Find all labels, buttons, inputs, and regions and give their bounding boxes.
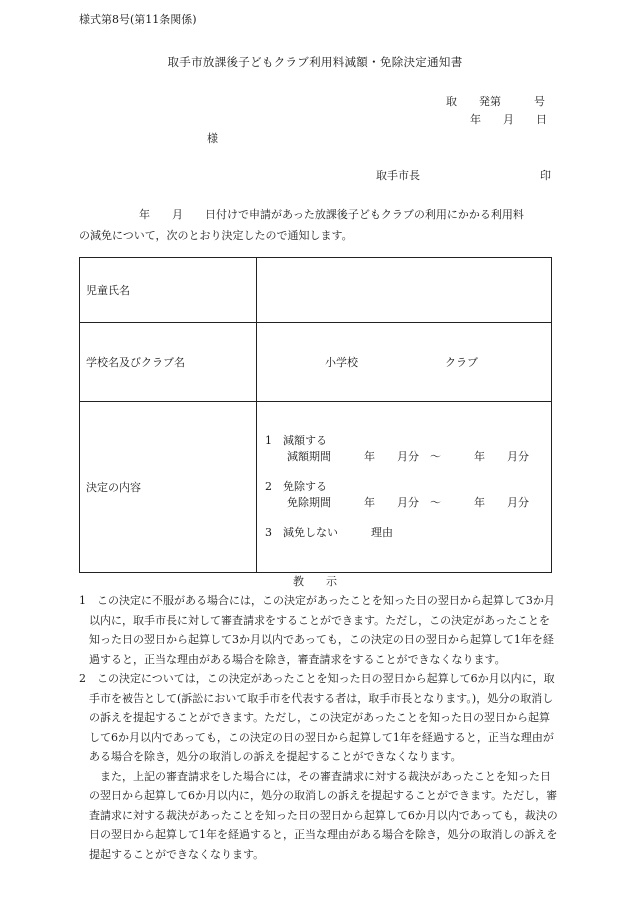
document-title: 取手市放課後子どもクラブ利用料減額・免除決定通知書	[167, 55, 463, 69]
child-name-value	[257, 258, 552, 323]
option-reduce: 1 減額する	[265, 434, 327, 447]
notice-item-3: また，上記の審査請求をした場合には，その審査請求に対する裁決があったことを知った日の翌日から起算して6か月以内に，処分の取消しの訴えを提起することができます。ただし，審査請求に対する裁決があったことを知った日の翌日から起算して6か月以内であっても，裁決の日の翌日から起算して1年を経過すると，正当な理由がある場合を除き，処分の取消しの訴えを提起することができなくなります。	[89, 769, 558, 861]
school-club-label: 学校名及びクラブ名	[80, 323, 257, 402]
reduce-period: 減額期間 年 月分 ～ 年 月分	[287, 450, 529, 463]
school-club-value	[257, 323, 552, 402]
table-row	[80, 323, 552, 402]
child-name-label: 児童氏名	[80, 258, 257, 323]
exempt-period: 免除期間 年 月分 ～ 年 月分	[287, 496, 529, 509]
option-exempt: 2 免除する	[265, 480, 327, 493]
decision-value	[257, 402, 552, 573]
intro-paragraph	[79, 204, 554, 246]
form-number: 様式第8号(第11条関係)	[79, 13, 197, 26]
notice-heading: 教 示	[293, 575, 337, 588]
issuer-name: 取手市長	[376, 169, 420, 182]
school-suffix: 小学校	[325, 356, 358, 369]
notice-item-2: 2 この決定については，この決定があったことを知った日の翌日から起算して6か月以内に，取手市を被告として(訴訟において取手市を代表する者は，取手市長となります。)，処分の取消しの訴えを提起することができます。ただし，この決定があったことを知った日の翌日から起算して6か月以内であっても，この決定の日の翌日から起算して1年を経過すると，正当な理由がある場合を除き，処分の取消しの訴えを提起することができなくなります。	[79, 672, 555, 763]
intro-line-2: の減免について，次のとおり決定したので通知します。	[79, 229, 353, 242]
seal-mark: 印	[540, 169, 551, 182]
document-number: 取 発第 号	[446, 95, 545, 108]
table-row	[80, 402, 552, 573]
table-row	[80, 258, 552, 323]
notice-item-1: 1 この決定に不服がある場合には，この決定があったことを知った日の翌日から起算して3か月以内に，取手市長に対して審査請求をすることができます。ただし，この決定があったことを知った日の翌日から起算して3か月以内であっても，この決定の日の翌日から起算して1年を経過すると，正当な理由がある場合を除き，審査請求をすることができなくなります。	[79, 594, 555, 666]
addressee-suffix: 様	[207, 132, 218, 145]
option-deny: 3 減免しない 理由	[265, 526, 393, 539]
intro-line-1: 年 月 日付けで申請があった放課後子どもクラブの利用にかかる利用料	[139, 208, 524, 221]
notice-body	[79, 591, 559, 864]
club-suffix: クラブ	[445, 356, 478, 369]
decision-table	[79, 257, 552, 573]
decision-label: 決定の内容	[80, 402, 257, 573]
issue-date: 年 月 日	[470, 113, 547, 126]
